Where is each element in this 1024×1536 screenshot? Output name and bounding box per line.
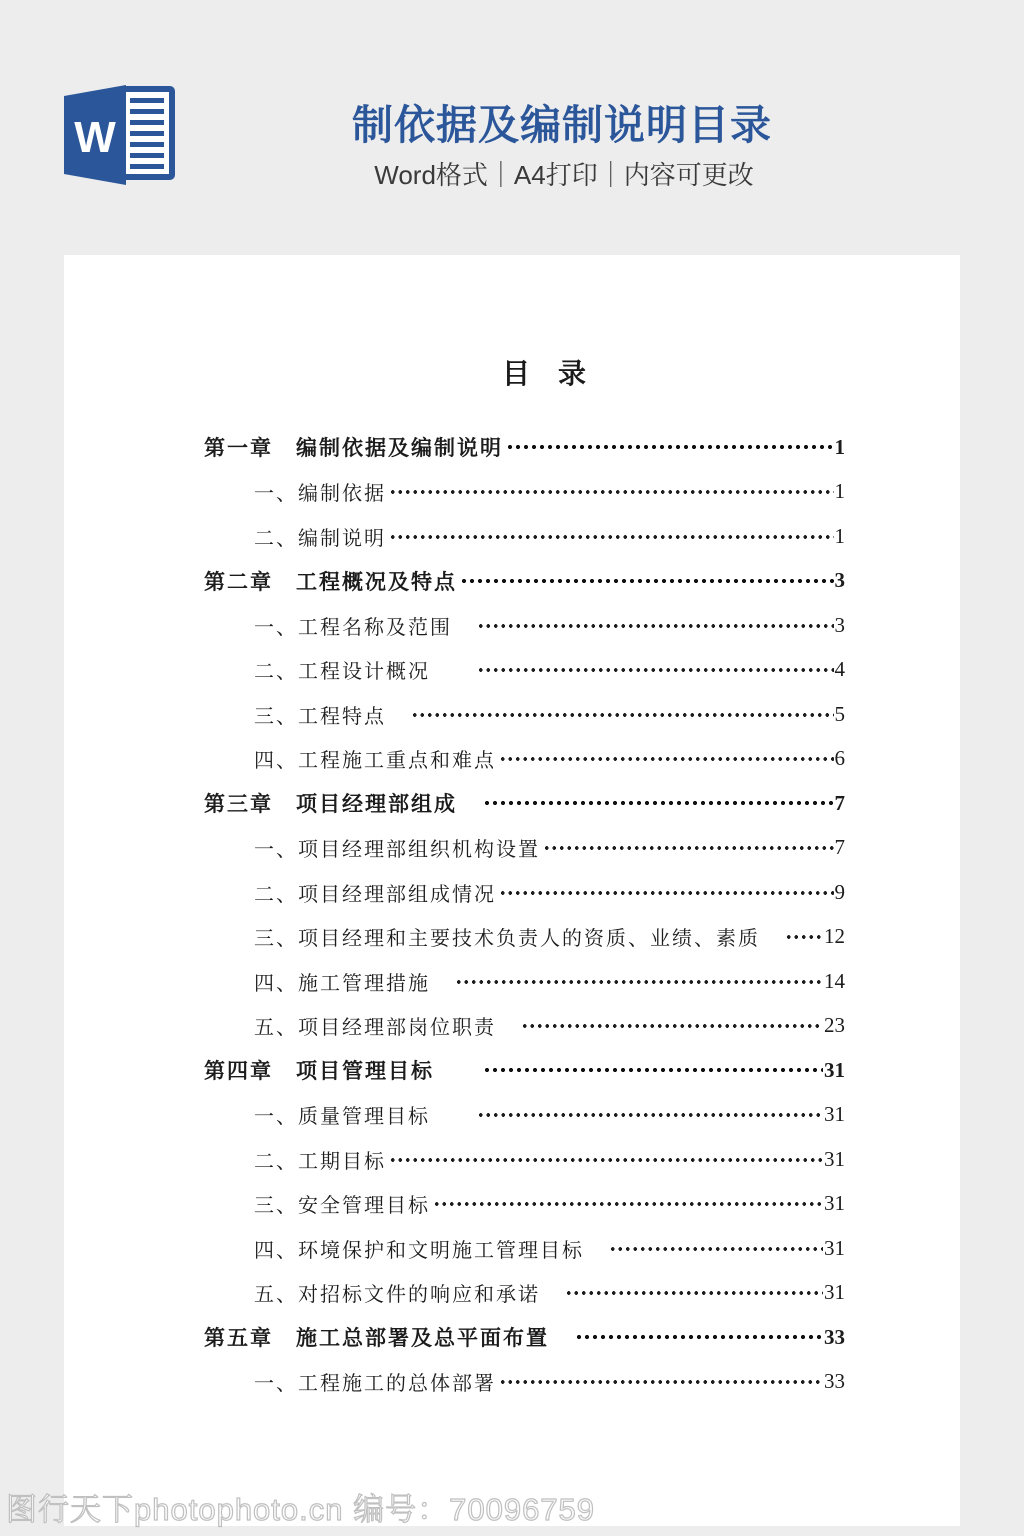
toc-entry-page: 33: [824, 1324, 845, 1349]
toc-leader-dots: [483, 1048, 823, 1093]
toc-entry: [64, 1048, 960, 1093]
watermark: 图行天下photophoto.cn 编号：70096759: [6, 1492, 596, 1527]
toc-leader-dots: [521, 1004, 823, 1049]
toc-entry-text: 第五章 施工总部署及总平面布置: [204, 1326, 572, 1351]
toc-entry-page: 4: [834, 657, 845, 682]
toc-entry-page: 23: [824, 1013, 845, 1038]
toc-entry: [64, 1093, 960, 1138]
toc-leader-dots: [575, 1315, 823, 1360]
toc-entry: [64, 781, 960, 826]
toc-entry: [64, 1137, 960, 1182]
toc-leader-dots: [785, 915, 823, 960]
toc-heading: 目 录: [501, 359, 586, 390]
toc-leader-dots: [499, 737, 834, 782]
toc-entry-text: 第二章 工程概况及特点: [204, 569, 457, 594]
toc-entry-page: 3: [834, 612, 845, 637]
toc-entry-text: 一、工程名称及范围: [254, 616, 474, 639]
toc-leader-dots: [609, 1226, 823, 1271]
toc-entry: [64, 870, 960, 915]
toc-leader-dots: [460, 559, 834, 604]
toc-entry-text: 三、工程特点: [254, 705, 408, 728]
toc-entry: [64, 1360, 960, 1405]
toc-entry: [64, 514, 960, 559]
toc-leader-dots: [389, 470, 834, 515]
toc-entry: [64, 470, 960, 515]
toc-entry-page: 12: [824, 924, 845, 949]
toc-leader-dots: [506, 425, 834, 470]
toc-entry-text: 第四章 项目管理目标: [204, 1059, 480, 1084]
toc-entry-page: 31: [824, 1191, 845, 1216]
toc-leader-dots: [411, 692, 834, 737]
toc-entry: [64, 737, 960, 782]
toc-leader-dots: [455, 959, 823, 1004]
page-title: 制依据及编制说明目录: [352, 102, 772, 148]
toc-entry: [64, 1004, 960, 1049]
toc-list: [64, 425, 960, 1404]
toc-entry-page: 1: [834, 434, 845, 459]
toc-leader-dots: [499, 870, 834, 915]
toc-entry-page: 31: [824, 1280, 845, 1305]
toc-entry-text: 二、工程设计概况: [254, 661, 474, 684]
toc-entry-page: 31: [824, 1057, 845, 1082]
toc-entry-page: 33: [824, 1369, 845, 1394]
toc-entry-text: 四、环境保护和文明施工管理目标: [254, 1239, 606, 1262]
toc-entry-text: 五、对招标文件的响应和承诺: [254, 1284, 562, 1307]
toc-entry-page: 31: [824, 1102, 845, 1127]
toc-entry-text: 三、项目经理和主要技术负责人的资质、业绩、素质: [254, 928, 782, 951]
toc-entry-page: 1: [834, 479, 845, 504]
toc-entry: [64, 425, 960, 470]
toc-entry: [64, 1315, 960, 1360]
toc-entry: [64, 559, 960, 604]
toc-leader-dots: [389, 1137, 823, 1182]
toc-entry-page: 31: [824, 1235, 845, 1260]
toc-entry-page: 1: [834, 523, 845, 548]
toc-entry-text: 一、质量管理目标: [254, 1106, 474, 1129]
toc-entry-text: 一、工程施工的总体部署: [254, 1373, 496, 1396]
toc-entry-text: 二、项目经理部组成情况: [254, 883, 496, 906]
toc-leader-dots: [433, 1182, 823, 1227]
toc-entry-text: 一、编制依据: [254, 483, 386, 506]
toc-entry-text: 第一章 编制依据及编制说明: [204, 436, 503, 461]
toc-entry-page: 14: [824, 968, 845, 993]
toc-entry: [64, 915, 960, 960]
toc-leader-dots: [477, 648, 834, 693]
page-subtitle: Word格式｜A4打印｜内容可更改: [374, 160, 754, 190]
toc-leader-dots: [477, 603, 834, 648]
toc-entry-page: 7: [834, 835, 845, 860]
toc-entry-text: 二、工期目标: [254, 1150, 386, 1173]
document-page: [64, 255, 960, 1526]
toc-entry-text: 三、安全管理目标: [254, 1195, 430, 1218]
toc-entry-text: 四、施工管理措施: [254, 972, 452, 995]
toc-leader-dots: [483, 781, 834, 826]
toc-entry-text: 二、编制说明: [254, 527, 386, 550]
svg-text:W: W: [74, 113, 116, 162]
toc-leader-dots: [543, 826, 834, 871]
toc-entry: [64, 603, 960, 648]
toc-entry-text: 一、项目经理部组织机构设置: [254, 839, 540, 862]
toc-leader-dots: [499, 1360, 823, 1405]
toc-leader-dots: [477, 1093, 823, 1138]
toc-entry-page: 3: [834, 568, 845, 593]
toc-entry-page: 6: [834, 746, 845, 771]
toc-entry: [64, 826, 960, 871]
toc-entry-page: 5: [834, 701, 845, 726]
toc-entry-page: 31: [824, 1146, 845, 1171]
toc-leader-dots: [389, 514, 834, 559]
toc-entry-text: 第三章 项目经理部组成: [204, 792, 480, 817]
toc-entry-text: 四、工程施工重点和难点: [254, 750, 496, 773]
toc-entry: [64, 648, 960, 693]
toc-entry-text: 五、项目经理部岗位职责: [254, 1017, 518, 1040]
toc-entry: [64, 1226, 960, 1271]
toc-entry: [64, 692, 960, 737]
toc-entry-page: 9: [834, 879, 845, 904]
toc-entry: [64, 1182, 960, 1227]
toc-entry: [64, 1271, 960, 1316]
toc-entry: [64, 959, 960, 1004]
toc-leader-dots: [565, 1271, 823, 1316]
header: [0, 0, 1024, 255]
toc-entry-page: 7: [834, 790, 845, 815]
